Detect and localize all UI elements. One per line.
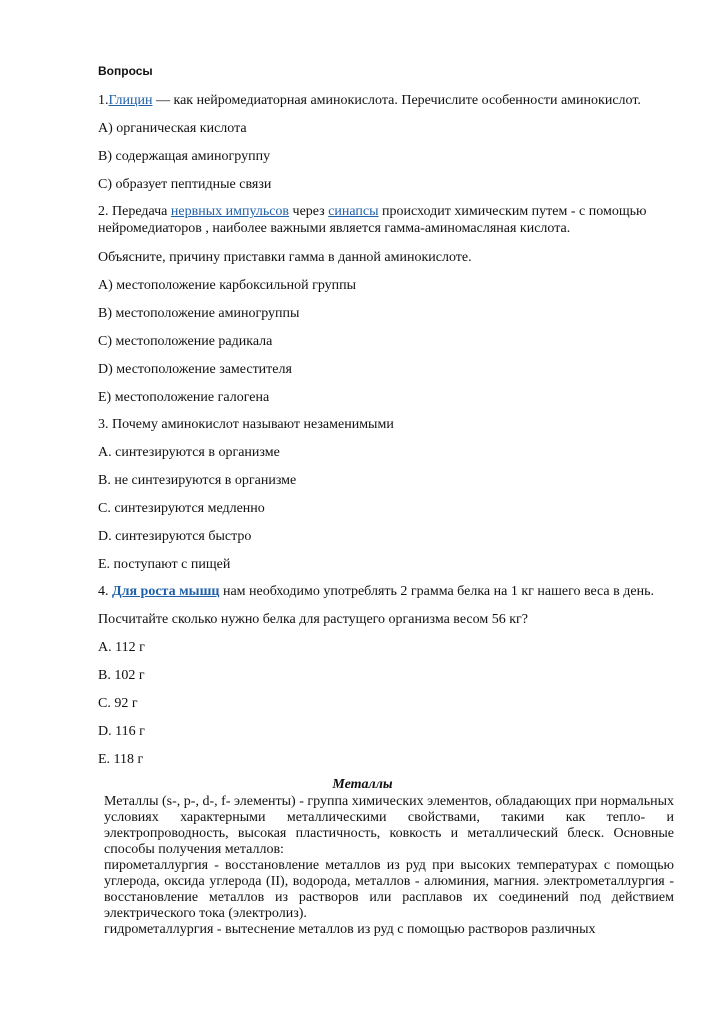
question-4 — [98, 583, 654, 600]
q2-option-a: A) местоположение карбоксильной группы — [98, 278, 357, 293]
q1-option-b: B) содержащая аминогруппу — [98, 149, 271, 164]
q4-option-d: D. 116 г — [98, 724, 145, 739]
metals-paragraph-3: гидрометаллургия - вытеснение металлов из руд с помощью растворов различных — [104, 922, 596, 937]
q2-option-b: B) местоположение аминогруппы — [98, 306, 300, 321]
question-text: нам необходимо употреблять 2 грамма белка на 1 кг нашего веса в день. — [219, 584, 654, 599]
q1-option-a: A) органическая кислота — [98, 121, 247, 136]
glycine-link[interactable]: Глицин — [108, 93, 153, 108]
q3-option-d: D. синтезируются быстро — [98, 529, 252, 544]
q3-option-e: E. поступают с пищей — [98, 557, 231, 572]
q4-option-c: C. 92 г — [98, 696, 138, 711]
q4-option-e: E. 118 г — [98, 752, 144, 767]
question-1 — [98, 92, 641, 109]
question-3: 3. Почему аминокислот называют незаменимыми — [98, 417, 394, 432]
question-text: происходит химическим путем - с помощью нейромедиаторов , наиболее важными является гамма-аминомасляная кислота. — [98, 204, 647, 236]
q4-option-b: B. 102 г — [98, 668, 145, 683]
q1-option-c: C) образует пептидные связи — [98, 177, 272, 192]
metals-text — [104, 794, 674, 938]
muscle-growth-link[interactable]: Для роста мышц — [112, 584, 220, 599]
q4-option-a: A. 112 г — [98, 640, 145, 655]
synapses-link[interactable]: синапсы — [328, 204, 379, 219]
question-text: 2. Передача — [98, 204, 171, 219]
section-heading: Вопросы — [98, 64, 153, 78]
question-number: 1. — [98, 93, 109, 108]
metals-title: Металлы — [332, 777, 393, 792]
q3-option-b: B. не синтезируются в организме — [98, 473, 297, 488]
q4-question: Посчитайте сколько нужно белка для растущего организма весом 56 кг? — [98, 612, 528, 627]
question-number: 4. — [98, 584, 112, 599]
question-text: — как нейромедиаторная аминокислота. Перечислите особенности аминокислот. — [152, 93, 641, 108]
question-2 — [98, 203, 682, 237]
q3-option-c: C. синтезируются медленно — [98, 501, 265, 516]
q2-option-e: E) местоположение галогена — [98, 390, 270, 405]
q3-option-a: A. синтезируются в организме — [98, 445, 280, 460]
question-text: через — [289, 204, 329, 219]
q2-explain: Объясните, причину приставки гамма в данной аминокислоте. — [98, 250, 472, 265]
nerve-impulses-link[interactable]: нервных импульсов — [170, 204, 290, 219]
metals-paragraph-1: Металлы (s-, p-, d-, f- элементы) - группа химических элементов, обладающих при нормальных условиях характерными металлическими свойствами, такими как тепло- и электропроводность, высокая пластичность, ковкость и металлический блеск. Основные способы получения металлов: — [104, 794, 674, 857]
metals-paragraph-2: пирометаллургия - восстановление металлов из руд при высоких температурах с помощью углерода, оксида углерода (II), водорода, металлов - алюминия, магния. электрометаллургия - восстановление металлов из растворов или расплавов их соединений под действием электрического тока (электролиз). — [104, 858, 674, 921]
q2-option-c: C) местоположение радикала — [98, 334, 273, 349]
q2-option-d: D) местоположение заместителя — [98, 362, 292, 377]
